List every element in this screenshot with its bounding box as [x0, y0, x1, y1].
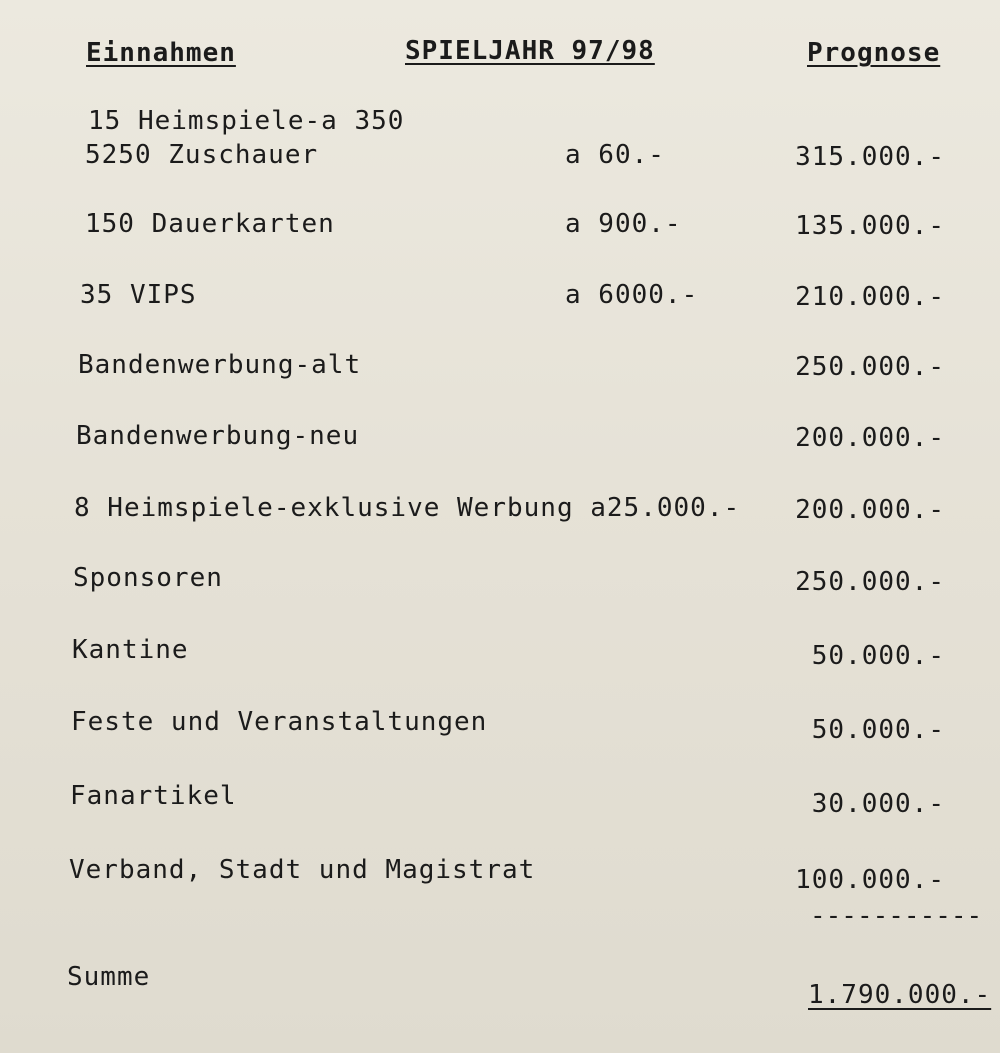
- row-amount: 250.000.-: [795, 567, 945, 597]
- row-rate: a 900.-: [565, 209, 682, 239]
- row-label: 35 VIPS: [80, 280, 197, 310]
- row-label: 5250 Zuschauer: [85, 140, 319, 170]
- header-spieljahr: SPIELJAHR 97/98: [405, 36, 655, 66]
- row-amount: 210.000.-: [795, 282, 945, 312]
- row-rate: a 6000.-: [565, 280, 699, 310]
- header-prognose: Prognose: [807, 38, 941, 68]
- row-amount: 135.000.-: [795, 211, 945, 241]
- row-label: 150 Dauerkarten: [85, 209, 335, 239]
- row-amount: 100.000.-: [795, 865, 945, 895]
- row-label: Feste und Veranstaltungen: [71, 707, 488, 737]
- row-amount: 250.000.-: [795, 352, 945, 382]
- row-label: 8 Heimspiele-exklusive Werbung a25.000.-: [74, 493, 741, 523]
- row-label: Bandenwerbung-neu: [76, 421, 360, 451]
- row-amount: 50.000.-: [811, 715, 945, 745]
- row-amount: 200.000.-: [795, 423, 945, 453]
- row-amount: 200.000.-: [795, 495, 945, 525]
- row-label: Bandenwerbung-alt: [78, 350, 362, 380]
- row-label: Verband, Stadt und Magistrat: [69, 855, 536, 885]
- row-rate: a 60.-: [565, 140, 665, 170]
- row-label: Kantine: [72, 635, 189, 665]
- total-label: Summe: [67, 962, 151, 992]
- total-amount: 1.790.000.-: [808, 980, 992, 1010]
- row-amount: 50.000.-: [811, 641, 945, 671]
- row-amount: 315.000.-: [795, 142, 945, 172]
- row-label: 15 Heimspiele-a 350: [88, 106, 405, 136]
- row-label: Sponsoren: [73, 563, 223, 593]
- row-amount: 30.000.-: [811, 789, 945, 819]
- row-label: Fanartikel: [70, 781, 237, 811]
- sum-separator: -----------: [810, 901, 983, 931]
- header-einnahmen: Einnahmen: [86, 38, 236, 68]
